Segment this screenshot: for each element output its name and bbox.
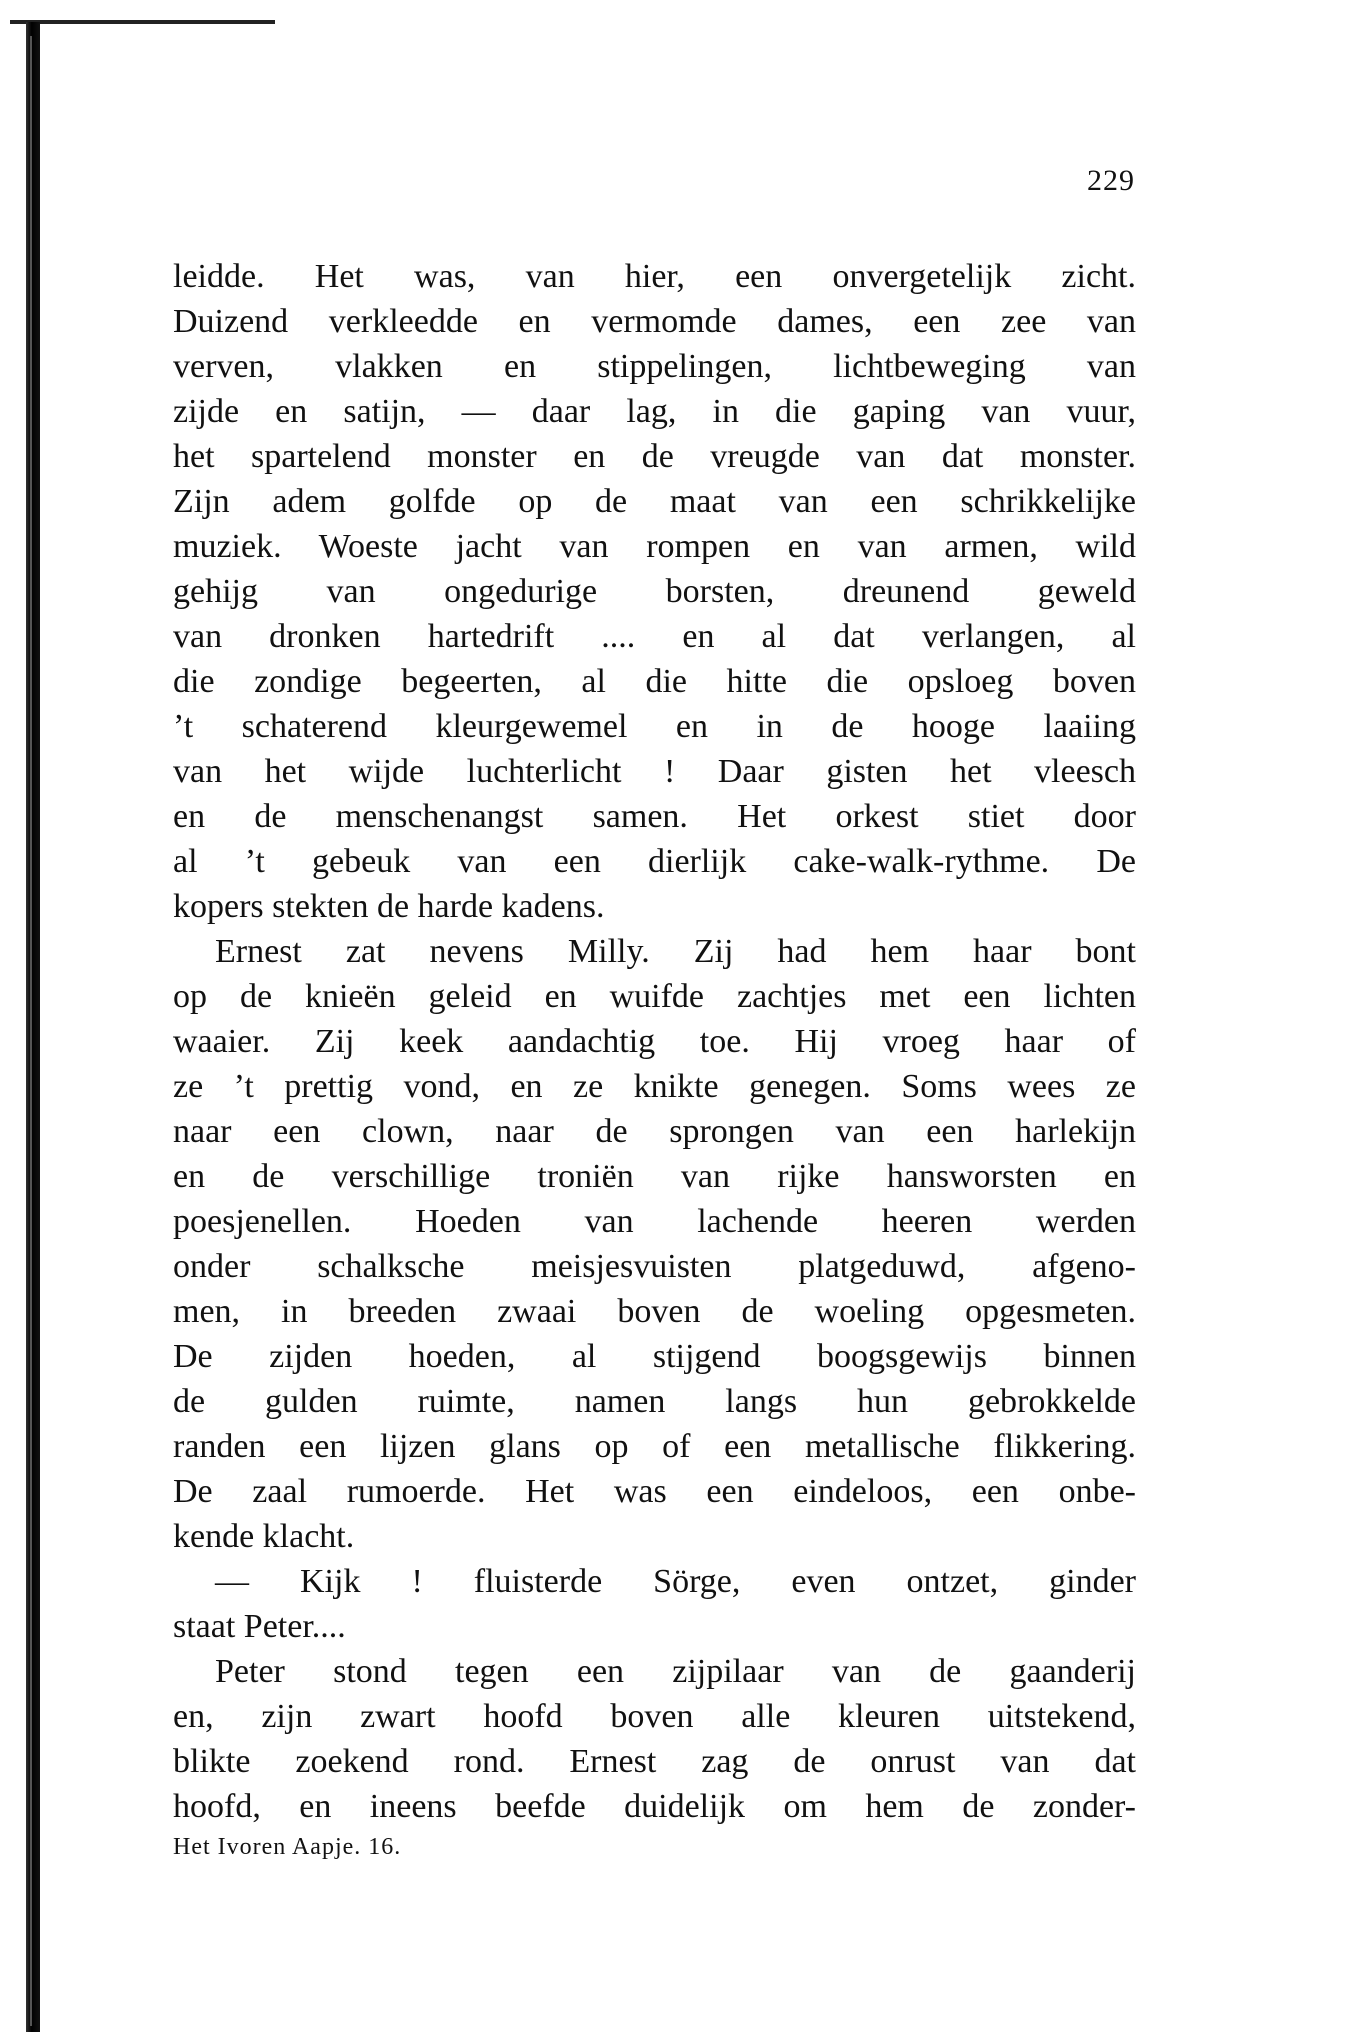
- text-line: ’t schaterend kleurgewemel en in de hooge laaiing: [173, 708, 1136, 745]
- text-line: zijde en satijn, — daar lag, in die gaping van vuur,: [173, 393, 1136, 430]
- text-line: kende klacht.: [173, 1518, 355, 1555]
- text-line: leidde. Het was, van hier, een onvergetelijk zicht.: [173, 258, 1136, 295]
- text-line: kopers stekten de harde kadens.: [173, 888, 605, 925]
- text-line: poesjenellen. Hoeden van lachende heeren werden: [173, 1203, 1136, 1240]
- binding-edge: [26, 22, 40, 2032]
- text-line: randen een lijzen glans op of een metallische flikkering.: [173, 1428, 1136, 1465]
- text-line: De zijden hoeden, al stijgend boogsgewijs binnen: [173, 1338, 1136, 1375]
- binding-edge-inner: [30, 36, 32, 2026]
- text-line: — Kijk ! fluisterde Sörge, even ontzet, ginder: [215, 1563, 1136, 1600]
- binding-edge-top: [10, 20, 275, 24]
- footer-signature: Het Ivoren Aapje. 16.: [173, 1834, 402, 1860]
- body-text: [173, 254, 1136, 1829]
- text-line: staat Peter....: [173, 1608, 346, 1645]
- text-line: die zondige begeerten, al die hitte die opsloeg boven: [173, 663, 1136, 700]
- text-line: blikte zoekend rond. Ernest zag de onrust van dat: [173, 1743, 1136, 1780]
- text-line: hoofd, en ineens beefde duidelijk om hem de zonder-: [173, 1788, 1136, 1825]
- text-line: naar een clown, naar de sprongen van een harlekijn: [173, 1113, 1136, 1150]
- paragraph: [173, 1649, 1136, 1829]
- text-line: De zaal rumoerde. Het was een eindeloos, een onbe-: [173, 1473, 1136, 1510]
- text-line: men, in breeden zwaai boven de woeling opgesmeten.: [173, 1293, 1136, 1330]
- text-line: gehijg van ongedurige borsten, dreunend geweld: [173, 573, 1136, 610]
- text-line: Ernest zat nevens Milly. Zij had hem haar bont: [215, 933, 1136, 970]
- paragraph: [173, 1559, 1136, 1649]
- text-line: en de menschenangst samen. Het orkest stiet door: [173, 798, 1136, 835]
- text-line: ze ’t prettig vond, en ze knikte genegen. Soms wees ze: [173, 1068, 1136, 1105]
- text-line: en, zijn zwart hoofd boven alle kleuren uitstekend,: [173, 1698, 1136, 1735]
- text-line: waaier. Zij keek aandachtig toe. Hij vroeg haar of: [173, 1023, 1136, 1060]
- text-line: Zijn adem golfde op de maat van een schrikkelijke: [173, 483, 1136, 520]
- text-line: de gulden ruimte, namen langs hun gebrokkelde: [173, 1383, 1136, 1420]
- paragraph: [173, 929, 1136, 1559]
- paragraph: [173, 254, 1136, 929]
- text-line: het spartelend monster en de vreugde van dat monster.: [173, 438, 1136, 475]
- text-line: Peter stond tegen een zijpilaar van de gaanderij: [215, 1653, 1136, 1690]
- text-line: al ’t gebeuk van een dierlijk cake-walk-rythme. De: [173, 843, 1136, 880]
- text-line: van het wijde luchterlicht ! Daar gisten het vleesch: [173, 753, 1136, 790]
- text-line: muziek. Woeste jacht van rompen en van armen, wild: [173, 528, 1136, 565]
- page-number: 229: [1087, 164, 1135, 197]
- text-line: en de verschillige troniën van rijke hansworsten en: [173, 1158, 1136, 1195]
- text-line: onder schalksche meisjesvuisten platgeduwd, afgeno-: [173, 1248, 1136, 1285]
- text-line: op de knieën geleid en wuifde zachtjes met een lichten: [173, 978, 1136, 1015]
- text-line: Duizend verkleedde en vermomde dames, een zee van: [173, 303, 1136, 340]
- text-line: van dronken hartedrift .... en al dat verlangen, al: [173, 618, 1136, 655]
- text-line: verven, vlakken en stippelingen, lichtbeweging van: [173, 348, 1136, 385]
